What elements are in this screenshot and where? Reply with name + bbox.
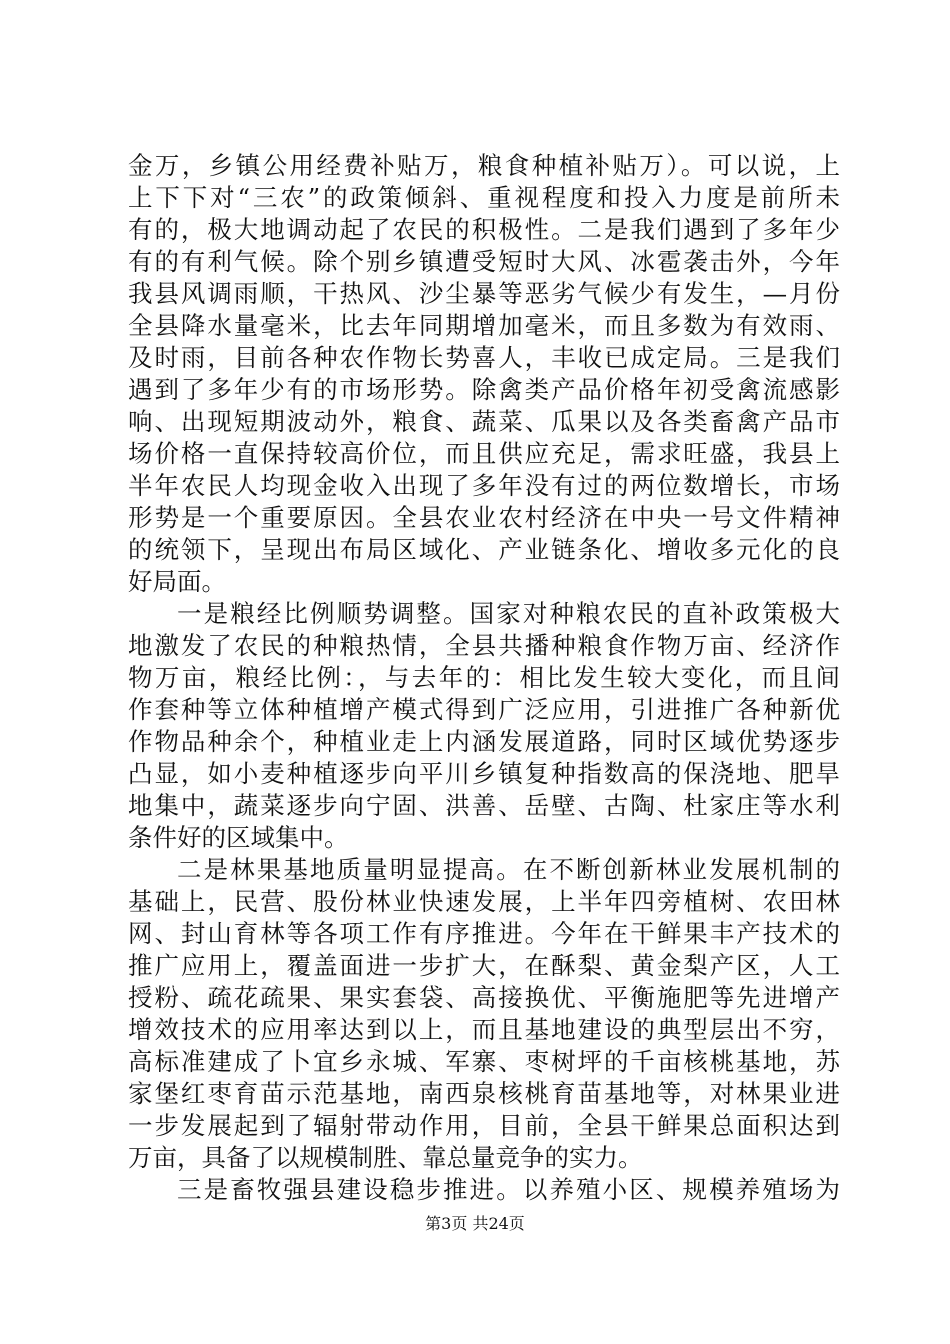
text-line: 凸显，如小麦种植逐步向平川乡镇复种指数高的保浇地、肥旱 (128, 759, 840, 788)
text-line: 万亩，具备了以规模制胜、靠总量竞争的实力。 (128, 1143, 643, 1172)
paragraph-first-line: 二是林果基地质量明显提高。在不断创新林业发展机制的 (177, 855, 840, 884)
text-line: 金万，乡镇公用经费补贴万，粮食种植补贴万）。可以说，上 (128, 151, 840, 180)
text-line: 场价格一直保持较高价位，而且供应充足，需求旺盛，我县上 (128, 439, 840, 468)
text-line: 有的，极大地调动起了农民的积极性。二是我们遇到了多年少 (128, 215, 840, 244)
text-line: 遇到了多年少有的市场形势。除禽类产品价格年初受禽流感影 (128, 375, 840, 404)
page-number-footer: 第3页 共24页 (425, 1214, 525, 1233)
text-line: 地集中，蔬菜逐步向宁固、洪善、岳壁、古陶、杜家庄等水利 (128, 791, 840, 820)
text-line: 基础上，民营、股份林业快速发展，上半年四旁植树、农田林 (128, 887, 840, 916)
text-line: 好局面。 (128, 567, 226, 596)
text-line: 形势是一个重要原因。全县农业农村经济在中央一号文件精神 (128, 503, 840, 532)
document-body (128, 150, 840, 1206)
text-line: 作套种等立体种植增产模式得到广泛应用，引进推广各种新优 (128, 695, 840, 724)
text-line: 上下下对“三农”的政策倾斜、重视程度和投入力度是前所未 (128, 183, 840, 212)
paragraph-first-line: 一是粮经比例顺势调整。国家对种粮农民的直补政策极大 (177, 599, 840, 628)
text-line: 高标准建成了卜宜乡永城、军寨、枣树坪的千亩核桃基地，苏 (128, 1047, 840, 1076)
text-line: 全县降水量毫米，比去年同期增加毫米，而且多数为有效雨、 (128, 311, 840, 340)
text-line: 响、出现短期波动外，粮食、蔬菜、瓜果以及各类畜禽产品市 (128, 407, 840, 436)
text-line: 增效技术的应用率达到以上，而且基地建设的典型层出不穷， (128, 1015, 840, 1044)
text-line: 半年农民人均现金收入出现了多年没有过的两位数增长，市场 (128, 471, 840, 500)
paragraph-first-line: 三是畜牧强县建设稳步推进。以养殖小区、规模养殖场为 (177, 1175, 840, 1204)
text-line: 作物品种余个，种植业走上内涵发展道路，同时区域优势逐步 (128, 727, 840, 756)
text-line: 的统领下，呈现出布局区域化、产业链条化、增收多元化的良 (128, 535, 840, 564)
text-line: 物万亩，粮经比例：，与去年的：相比发生较大变化，而且间 (128, 663, 840, 692)
text-line: 条件好的区域集中。 (128, 823, 349, 852)
text-line: 有的有利气候。除个别乡镇遭受短时大风、冰雹袭击外，今年 (128, 247, 840, 276)
text-line: 及时雨，目前各种农作物长势喜人，丰收已成定局。三是我们 (128, 343, 840, 372)
text-line: 我县风调雨顺，干热风、沙尘暴等恶劣气候少有发生，—月份 (128, 279, 840, 308)
text-line: 网、封山育林等各项工作有序推进。今年在干鲜果丰产技术的 (128, 919, 840, 948)
text-line: 一步发展起到了辐射带动作用，目前，全县干鲜果总面积达到 (128, 1111, 840, 1140)
text-line: 地激发了农民的种粮热情，全县共播种粮食作物万亩、经济作 (128, 631, 840, 660)
text-line: 授粉、疏花疏果、果实套袋、高接换优、平衡施肥等先进增产 (128, 983, 840, 1012)
text-line: 家堡红枣育苗示范基地，南西泉核桃育苗基地等，对林果业进 (128, 1079, 840, 1108)
text-line: 推广应用上，覆盖面进一步扩大，在酥梨、黄金梨产区，人工 (128, 951, 840, 980)
